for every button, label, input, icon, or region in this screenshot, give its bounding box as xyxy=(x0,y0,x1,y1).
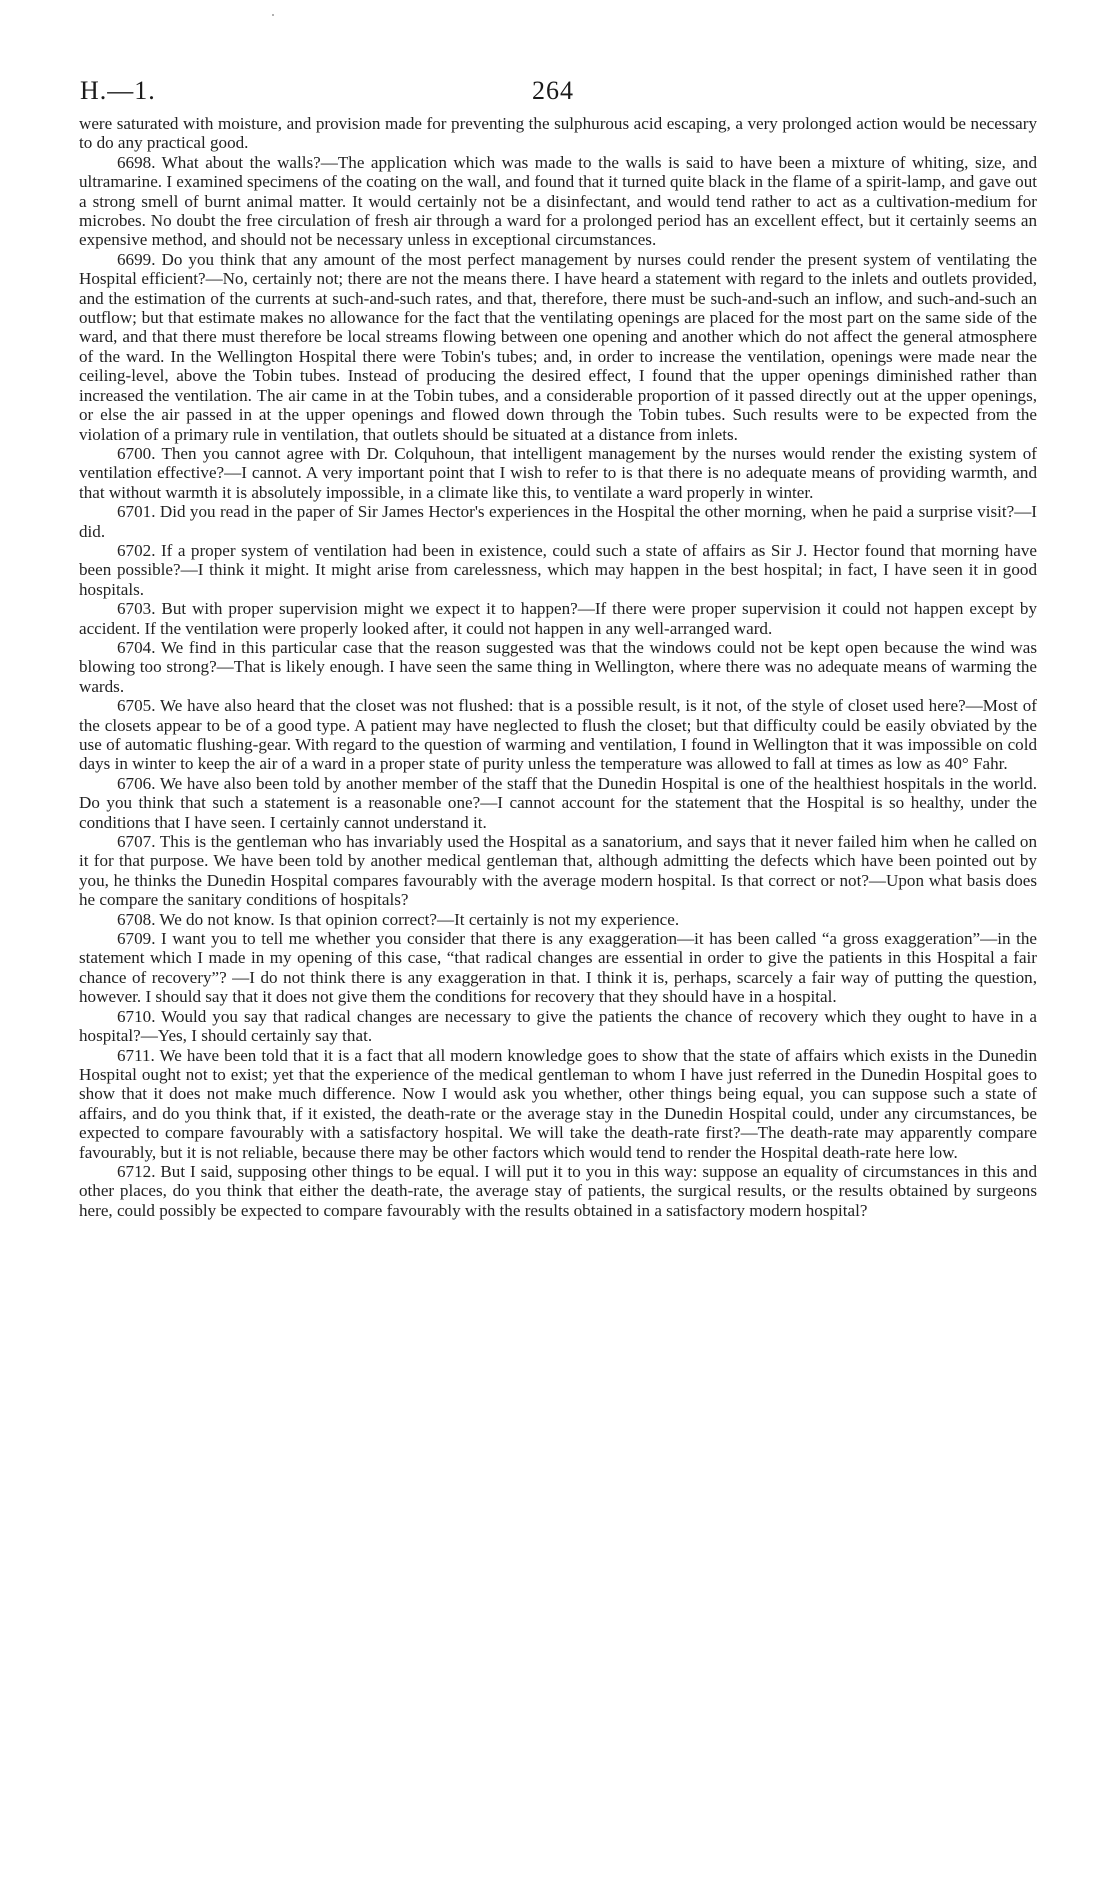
page-header xyxy=(80,76,1040,116)
paragraph-6705: 6705. We have also heard that the closet was not flushed: that is a possible result, is it not, of the style of closet used here?—Most of the closets appear to be of a good type. A patient may have neglected to flush the closet; but that difficulty could be easily obviated by the use of automatic flushing-gear. With regard to the question of warming and ventilation, I found in Wellington that it was impossible on cold days in winter to keep the air of a ward in a proper state of purity unless the temperature was allowed to fall at times as low as 40° Fahr. xyxy=(79,696,1037,774)
document-reference: H.—1. xyxy=(80,76,156,105)
paragraph-6710: 6710. Would you say that radical changes are necessary to give the patients the chance of recovery which they ought to have in a hospital?—Yes, I should certainly say that. xyxy=(79,1006,1037,1046)
paragraph-6709: 6709. I want you to tell me whether you consider that there is any exaggeration—it has been called “a gross exaggeration”—in the statement which I made in my opening of this case, “that radical changes are essential in order to give the patients in this Hospital a fair chance of recovery”? —I do not think there is any exaggeration in that. I think it is, perhaps, scarcely a fair way of putting the question, however. I should say that it does not give them the conditions for recovery that they should have in a hospital. xyxy=(79,929,1037,1007)
paragraph-6699: 6699. Do you think that any amount of the most perfect management by nurses could render the present system of ventilating the Hospital efficient?—No, certainly not; there are not the means there. I have heard a statement with regard to the inlets and outlets provided, and the estimation of the currents at such-and-such rates, and that, therefore, there must be such-and-such an inflow, and such-and-such an outflow; but that estimate makes no allowance for the fact that the ventilating openings are placed for the most part on the same side of the ward, and that there must therefore be local streams flowing between one opening and another which do not affect the general atmosphere of the ward. In the Wellington Hospital there were Tobin's tubes; and, in order to increase the ventilation, openings were made near the ceiling-level, above the Tobin tubes. Instead of producing the desired effect, I found that the upper openings diminished rather than increased the ventilation. The air came in at the Tobin tubes, and a considerable proportion of it passed directly out at the upper openings, or else the air passed in at the upper openings and flowed down through the Tobin tubes. Such results were to be expected from the violation of a primary rule in ventilation, that outlets should be situated at a distance from inlets. xyxy=(79,249,1037,444)
paragraph-6701: 6701. Did you read in the paper of Sir James Hector's experiences in the Hospital the other morning, when he paid a surprise visit?—I did. xyxy=(79,502,1037,541)
paragraph-6702: 6702. If a proper system of ventilation had been in existence, could such a state of affairs as Sir J. Hector found that morning have been possible?—I think it might. It might arise from carelessness, which may happen in the best hospital; in fact, I have seen it in good hospitals. xyxy=(79,540,1037,599)
paragraph-6698: 6698. What about the walls?—The application which was made to the walls is said to have been a mixture of whiting, size, and ultramarine. I examined specimens of the coating on the wall, and found that it turned quite black in the flame of a spirit-lamp, and gave out a strong smell of burnt animal matter. It would certainly not be a disinfectant, and would tend rather to act as a cultivation-medium for microbes. No doubt the free circulation of fresh air through a ward for a prolonged period has an excellent effect, but it certainly seems an expensive method, and should not be necessary unless in exceptional circumstances. xyxy=(79,152,1037,250)
paragraph-6704: 6704. We find in this particular case that the reason suggested was that the windows could not be kept open because the wind was blowing too strong?—That is likely enough. I have seen the same thing in Wellington, where there was no adequate means of warming the wards. xyxy=(79,637,1037,696)
paragraph-6703: 6703. But with proper supervision might we expect it to happen?—If there were proper supervision it could not happen except by accident. If the ventilation were properly looked after, it could not happen in any well-arranged ward. xyxy=(79,599,1037,638)
paragraph-6712: 6712. But I said, supposing other things to be equal. I will put it to you in this way: suppose an equality of circumstances in this and other places, do you think that either the death-rate, the average stay of patients, the surgical results, or the results obtained by surgeons here, could possibly be expected to compare favourably with the results obtained in a satisfactory modern hospital? xyxy=(79,1161,1037,1220)
paragraph-6711: 6711. We have been told that it is a fact that all modern knowledge goes to show that the state of affairs which exists in the Dunedin Hospital ought not to exist; yet that the experience of the medical gentleman to whom I have just referred in the Dunedin Hospital goes to show that it does not make much difference. Now I would ask you whether, other things being equal, you can suppose such a state of affairs, and do you think that, if it existed, the death-rate or the average stay in the Dunedin Hospital could, under any circumstances, be expected to compare favourably with a satisfactory hospital. We will take the death-rate first?—The death-rate may apparently compare favourably, but it is not reliable, because there may be other factors which would tend to render the Hospital death-rate here low. xyxy=(79,1045,1037,1162)
paragraph-6706: 6706. We have also been told by another member of the staff that the Dunedin Hospital is one of the healthiest hospitals in the world. Do you think that such a statement is a reasonable one?—I cannot account for the statement that the Hospital is so healthy, under the conditions that I have seen. I certainly cannot understand it. xyxy=(79,773,1037,832)
paragraph-6700: 6700. Then you cannot agree with Dr. Colquhoun, that intelligent management by the nurses would render the existing system of ventilation effective?—I cannot. A very important point that I wish to refer to is that there is no adequate means of providing warmth, and that without warmth it is absolutely impossible, in a climate like this, to ventilate a ward properly in winter. xyxy=(79,443,1037,502)
paragraph-6707: 6707. This is the gentleman who has invariably used the Hospital as a sanatorium, and says that it never failed him when he called on it for that purpose. We have been told by another medical gentleman that, although admitting the defects which have been pointed out by you, he thinks the Dunedin Hospital compares favourably with the average modern hospital. Is that correct or not?—Upon what basis does he compare the sanitary conditions of hospitals? xyxy=(79,832,1037,910)
page-speck xyxy=(272,14,274,16)
paragraph-6708: 6708. We do not know. Is that opinion correct?—It certainly is not my experience. xyxy=(117,909,680,929)
paragraph-continuation: were saturated with moisture, and provision made for preventing the sulphurous acid escaping, a very prolonged action would be necessary to do any practical good. xyxy=(79,114,1037,153)
body-text xyxy=(79,114,1037,1220)
page-number: 264 xyxy=(532,76,574,105)
